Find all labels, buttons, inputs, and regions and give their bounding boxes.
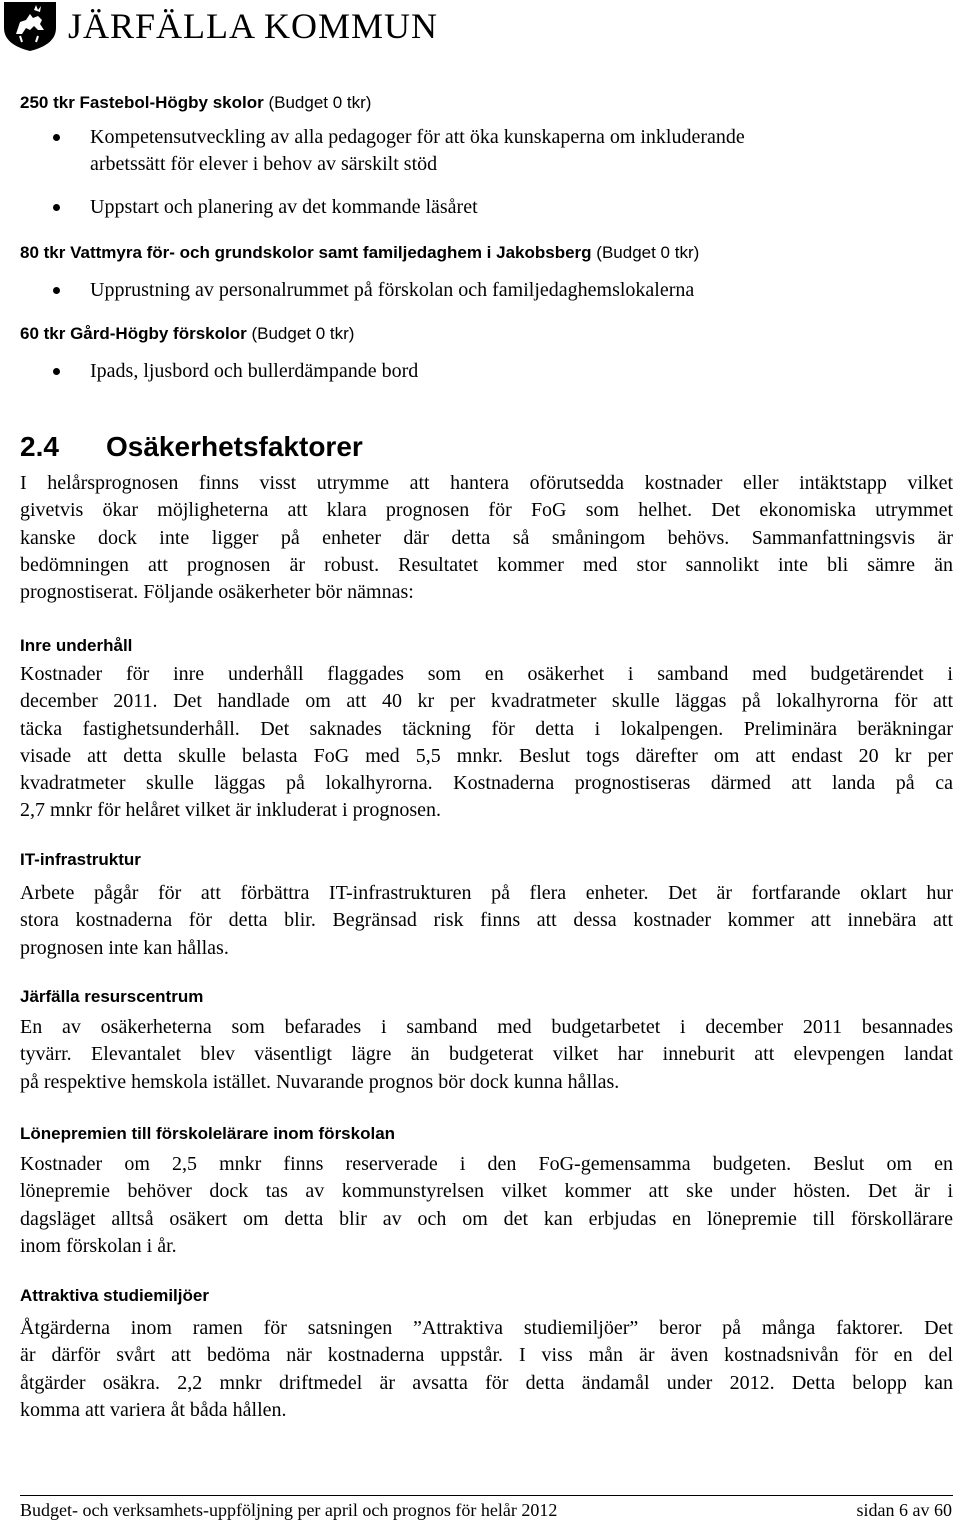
bullet-text: Uppstart och planering av det kommande läsåret [90,196,478,218]
bullet-text: Kompetensutveckling av alla pedagoger för att öka kunskaperna om inkluderande [90,126,745,148]
chapter-title: Osäkerhetsfaktorer [106,431,363,462]
section-budget: (Budget 0 tkr) [251,324,355,343]
section-title: 60 tkr Gård-Högby förskolor [20,324,247,343]
section-heading [20,323,354,345]
section-budget: (Budget 0 tkr) [596,243,700,262]
paragraph-line: tyvärr. Elevantalet blev väsentligt lägre än budgeterat vilket har inneburit att elevpengen landat [20,1043,953,1066]
paragraph-line: kanske dock inte ligger på enheter där detta så småningom behövs. Sammanfattningsvis är [20,526,953,549]
chapter-heading [20,430,363,464]
paragraph-line: Kostnader för inre underhåll flaggades som en osäkerhet i samband med budgetärendet i [20,663,953,685]
paragraph-line: I helårsprognosen finns visst utrymme att hantera oförutsedda kostnader eller intäktstapp vilket [20,472,953,494]
paragraph-line: dagsläget alltså osäkert om detta blir av och om det kan erbjudas en lönepremie till förskollärare [20,1207,953,1230]
bullet-icon [53,204,60,211]
bullet-icon [53,287,60,294]
paragraph-line: lönepremie behöver dock tas av kommunstyrelsen vilket kommer att ske under hösten. Det är i [20,1180,953,1203]
section-title: 80 tkr Vattmyra för- och grundskolor samt familjedaghem i Jakobsberg [20,243,592,262]
subsection-paragraph [20,880,953,962]
bullet-icon [53,134,60,141]
paragraph-line: stora kostnaderna för detta blir. Begränsad risk finns att dessa kostnader kommer att innebära att [20,909,953,932]
paragraph-line: prognosen inte kan hållas. [20,936,229,959]
paragraph-line: Åtgärderna inom ramen för satsningen ”Attraktiva studiemiljöer” beror på många faktorer. Det [20,1317,953,1339]
bullet-text: Upprustning av personalrummet på förskolan och familjedaghemslokalerna [90,279,695,301]
paragraph-line: Arbete pågår för att förbättra IT-infrastrukturen på flera enheter. Det är fortfarande oklart hur [20,882,953,904]
paragraph-line: på respektive hemskola istället. Nuvarande prognos bör dock kunna hållas. [20,1070,620,1093]
municipality-name: JÄRFÄLLA KOMMUN [68,6,439,46]
paragraph-line: bedömningen att prognosen är robust. Resultatet kommer med stor sannolikt inte bli sämre än [20,553,953,576]
subsection-paragraph [20,1315,953,1424]
subsection-title: IT-infrastruktur [20,850,141,869]
subsection-paragraph [20,1151,953,1260]
subsection-paragraph [20,1014,953,1096]
intro-paragraph [20,470,953,606]
paragraph-line: täcka fastighetsunderhåll. Det saknades täckning för detta i lokalpengen. Preliminära beräkningar [20,717,953,740]
paragraph-line: inom förskolan i år. [20,1234,177,1257]
subsection-title: Järfälla resurscentrum [20,987,204,1006]
paragraph-line: prognostiserat. Följande osäkerheter bör nämnas: [20,581,414,604]
section-heading [20,242,699,264]
footer-page-number: sidan 6 av 60 [856,1500,952,1520]
bullet-icon [53,368,60,375]
paragraph-line: kvadratmeter skulle läggas på lokalhyrorna. Kostnaderna prognostiseras därmed att landa på ca [20,772,953,795]
paragraph-line: Kostnader om 2,5 mnkr finns reserverade i den FoG-gemensamma budgeten. Beslut om en [20,1153,953,1175]
footer-document-title: Budget- och verksamhets-uppföljning per april och prognos för helår 2012 [20,1500,558,1520]
paragraph-line: givetvis ökar möjligheterna att klara prognosen för FoG som helhet. Det ekonomiska utrymmet [20,499,953,522]
paragraph-line: är därför svårt att bedöma när kostnaderna uppstår. I viss mån är även kostnadsnivån för en del [20,1344,953,1367]
subsection-paragraph [20,661,953,825]
section-budget: (Budget 0 tkr) [268,93,372,112]
bullet-text-continued: arbetssätt för elever i behov av särskilt stöd [90,153,438,175]
subsection-title: Lönepremien till förskolelärare inom förskolan [20,1124,396,1143]
paragraph-line: visade att detta skulle belasta FoG med 5,5 mnkr. Beslut togs därefter om att endast 20 kr per [20,744,953,767]
chapter-number: 2.4 [20,431,59,462]
paragraph-line: åtgärder osäkra. 2,2 mnkr driftmedel är avsatta för detta ändamål under 2012. Detta belopp kan [20,1371,953,1394]
section-title: 250 tkr Fastebol-Högby skolor [20,93,264,112]
paragraph-line: En av osäkerheterna som befarades i samband med budgetarbetet i december 2011 besannades [20,1016,953,1038]
municipal-crest-logo [0,0,60,52]
paragraph-line: 2,7 mnkr för helåret vilket är inkluderat i prognosen. [20,799,441,822]
bullet-text: Ipads, ljusbord och bullerdämpande bord [90,360,419,382]
subsection-title: Attraktiva studiemiljöer [20,1286,209,1305]
paragraph-line: december 2011. Det handlade om att 40 kr per kvadratmeter skulle läggas på lokalhyrorna för att [20,690,953,713]
subsection-title: Inre underhåll [20,636,133,655]
paragraph-line: komma att variera åt båda hållen. [20,1398,287,1421]
section-heading [20,92,371,114]
footer-divider [20,1495,953,1496]
